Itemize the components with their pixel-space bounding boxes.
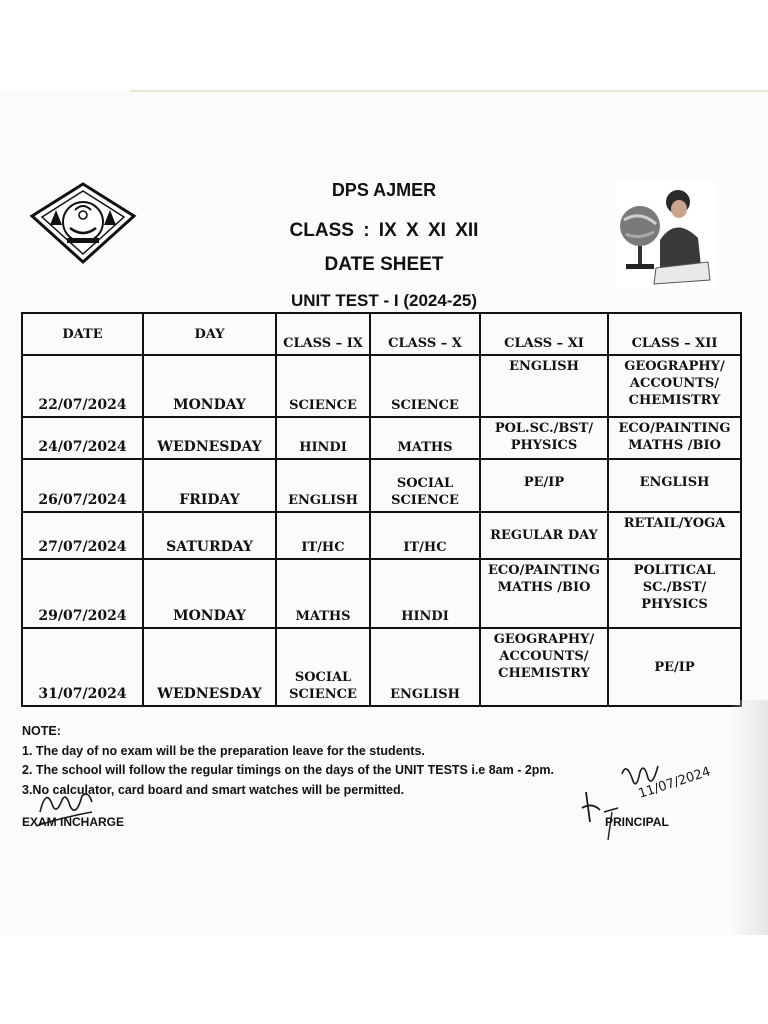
- class-xii-cell: ECO/PAINTING MATHS /BIO: [608, 417, 741, 459]
- school-name: DPS AJMER: [331, 180, 437, 200]
- notes-heading: NOTE:: [22, 724, 61, 738]
- class-ix-cell: SCIENCE: [276, 355, 370, 417]
- class-x-cell: ENGLISH: [370, 628, 480, 706]
- note-item: 3.No calculator, card board and smart watches will be permitted.: [22, 782, 405, 797]
- notes-section: [22, 722, 554, 800]
- table-row: [22, 512, 741, 559]
- class-ix-cell: MATHS: [276, 559, 370, 628]
- class-list: CLASS : IX X XI XII: [289, 220, 479, 241]
- principal-signature: [578, 752, 718, 844]
- table-row: [22, 355, 741, 417]
- day-cell: WEDNESDAY: [143, 417, 276, 459]
- date-cell: 26/07/2024: [22, 459, 143, 512]
- date-cell: 27/07/2024: [22, 512, 143, 559]
- class-x-cell: HINDI: [370, 559, 480, 628]
- day-cell: MONDAY: [143, 559, 276, 628]
- class-ix-cell: ENGLISH: [276, 459, 370, 512]
- day-cell: WEDNESDAY: [143, 628, 276, 706]
- exam-incharge-label: EXAM INCHARGE: [22, 815, 125, 829]
- table-header-row: [22, 313, 741, 355]
- table-row: [22, 559, 741, 628]
- date-cell: 24/07/2024: [22, 417, 143, 459]
- day-cell: MONDAY: [143, 355, 276, 417]
- date-sheet-table: [21, 312, 742, 707]
- class-xi-cell: ECO/PAINTING MATHS /BIO: [480, 559, 608, 628]
- table-row: [22, 417, 741, 459]
- class-xii-cell: GEOGRAPHY/ ACCOUNTS/ CHEMISTRY: [608, 355, 741, 417]
- date-cell: 31/07/2024: [22, 628, 143, 706]
- document-title: DATE SHEET: [324, 254, 444, 275]
- exam-title: UNIT TEST - I (2024-25): [290, 291, 478, 310]
- class-xi-cell: PE/IP: [480, 459, 608, 512]
- class-xii-cell: RETAIL/YOGA: [608, 512, 741, 559]
- class-xii-cell: PE/IP: [608, 628, 741, 706]
- class-ix-cell: IT/HC: [276, 512, 370, 559]
- page-shadow: [730, 700, 768, 935]
- class-x-cell: MATHS: [370, 417, 480, 459]
- class-x-cell: IT/HC: [370, 512, 480, 559]
- date-cell: 22/07/2024: [22, 355, 143, 417]
- class-xi-cell: REGULAR DAY: [480, 512, 608, 559]
- class-x-cell: SCIENCE: [370, 355, 480, 417]
- column-header-class-ix: CLASS – IX: [276, 313, 370, 355]
- column-header-class-x: CLASS – X: [370, 313, 480, 355]
- class-xi-cell: GEOGRAPHY/ ACCOUNTS/ CHEMISTRY: [480, 628, 608, 706]
- paper-edge: [130, 90, 768, 92]
- class-xi-cell: ENGLISH: [480, 355, 608, 417]
- column-header-class-xi: CLASS – XI: [480, 313, 608, 355]
- class-ix-cell: SOCIAL SCIENCE: [276, 628, 370, 706]
- principal-label: PRINCIPAL: [605, 815, 669, 829]
- column-header-class-xii: CLASS – XII: [608, 313, 741, 355]
- column-header-date: DATE: [22, 313, 143, 355]
- principal-sign-date: 11/07/2024: [636, 764, 713, 802]
- note-item: 2. The school will follow the regular timings on the days of the UNIT TESTS i.e 8am - 2pm.: [22, 763, 555, 777]
- class-ix-cell: HINDI: [276, 417, 370, 459]
- class-xii-cell: ENGLISH: [608, 459, 741, 512]
- table-row: [22, 628, 741, 706]
- class-xi-cell: POL.SC./BST/ PHYSICS: [480, 417, 608, 459]
- day-cell: SATURDAY: [143, 512, 276, 559]
- class-xii-cell: POLITICAL SC./BST/ PHYSICS: [608, 559, 741, 628]
- date-cell: 29/07/2024: [22, 559, 143, 628]
- class-x-cell: SOCIAL SCIENCE: [370, 459, 480, 512]
- table-row: [22, 459, 741, 512]
- day-cell: FRIDAY: [143, 459, 276, 512]
- note-item: 1. The day of no exam will be the preparation leave for the students.: [22, 743, 425, 758]
- column-header-day: DAY: [143, 313, 276, 355]
